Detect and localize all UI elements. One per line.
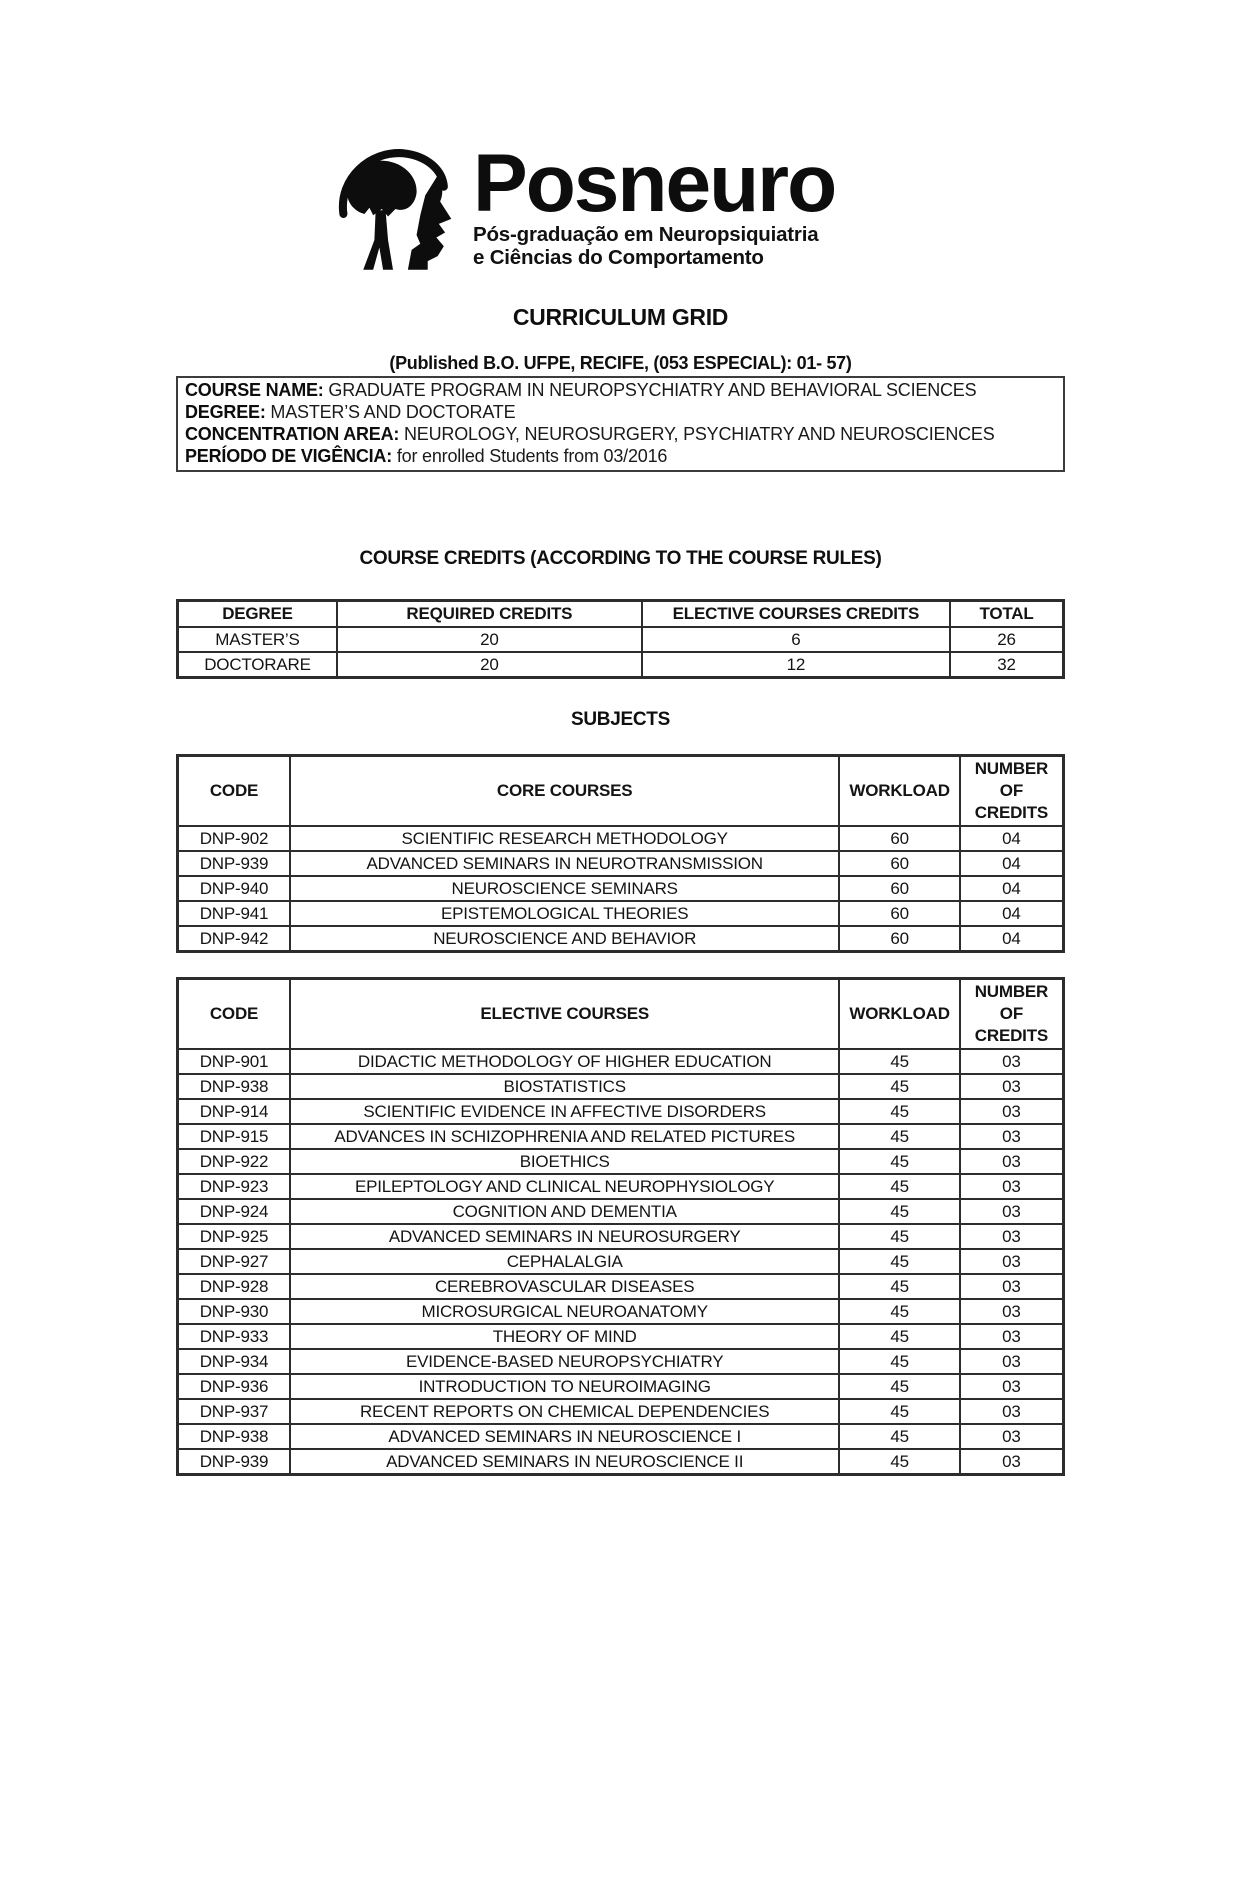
document-page [0, 138, 1241, 1899]
table-cell: 45 [839, 1274, 959, 1299]
table-cell: 60 [839, 851, 959, 876]
table-cell: 03 [960, 1374, 1064, 1399]
table-cell: CEPHALALGIA [290, 1249, 839, 1274]
table-cell: 03 [960, 1174, 1064, 1199]
table-cell: DNP-934 [178, 1349, 291, 1374]
table-cell: SCIENTIFIC RESEARCH METHODOLOGY [290, 826, 839, 851]
table-row [178, 926, 1064, 952]
info-value: GRADUATE PROGRAM IN NEUROPSYCHIATRY AND BEHAVIORAL SCIENCES [323, 380, 977, 400]
table-cell: DNP-922 [178, 1149, 291, 1174]
table-cell: 45 [839, 1099, 959, 1124]
table-row [178, 1349, 1064, 1374]
table-cell: MASTER’S [178, 627, 337, 652]
table-cell: MICROSURGICAL NEUROANATOMY [290, 1299, 839, 1324]
table-cell: 6 [642, 627, 950, 652]
table-cell: DNP-936 [178, 1374, 291, 1399]
table-row [178, 1374, 1064, 1399]
table-cell: 60 [839, 901, 959, 926]
table-cell: DIDACTIC METHODOLOGY OF HIGHER EDUCATION [290, 1049, 839, 1074]
column-header: REQUIRED CREDITS [337, 601, 642, 628]
table-row [178, 1174, 1064, 1199]
table-cell: DNP-925 [178, 1224, 291, 1249]
table-cell: 04 [960, 851, 1064, 876]
table-row [178, 1074, 1064, 1099]
brand-name: Posneuro [473, 138, 836, 229]
column-header: ELECTIVE COURSES CREDITS [642, 601, 950, 628]
table-cell: DNP-927 [178, 1249, 291, 1274]
column-header: NUMBER OF CREDITS [960, 756, 1064, 827]
table-cell: DNP-915 [178, 1124, 291, 1149]
table-cell: 03 [960, 1399, 1064, 1424]
table-cell: 03 [960, 1074, 1064, 1099]
course-info-box [176, 376, 1065, 472]
table-cell: 32 [950, 652, 1063, 678]
table-cell: ADVANCED SEMINARS IN NEUROSCIENCE I [290, 1424, 839, 1449]
subjects-heading: SUBJECTS [571, 709, 670, 730]
elective-header-row [178, 979, 1064, 1050]
table-cell: NEUROSCIENCE SEMINARS [290, 876, 839, 901]
logo-text [473, 138, 836, 269]
table-cell: EVIDENCE-BASED NEUROPSYCHIATRY [290, 1349, 839, 1374]
info-line-course-name [185, 379, 1056, 401]
table-cell: 03 [960, 1199, 1064, 1224]
table-cell: 03 [960, 1149, 1064, 1174]
table-cell: DNP-939 [178, 1449, 291, 1475]
table-cell: DNP-941 [178, 901, 291, 926]
table-cell: 45 [839, 1424, 959, 1449]
table-row [178, 1274, 1064, 1299]
info-label: COURSE NAME: [185, 380, 324, 400]
table-row [178, 1424, 1064, 1449]
table-cell: DNP-902 [178, 826, 291, 851]
table-cell: 04 [960, 876, 1064, 901]
table-row [178, 1249, 1064, 1274]
table-cell: 03 [960, 1299, 1064, 1324]
table-cell: 03 [960, 1249, 1064, 1274]
table-cell: 45 [839, 1374, 959, 1399]
table-row [178, 1124, 1064, 1149]
table-row [178, 851, 1064, 876]
table-cell: DNP-930 [178, 1299, 291, 1324]
table-cell: 04 [960, 901, 1064, 926]
table-cell: 03 [960, 1224, 1064, 1249]
table-cell: ADVANCES IN SCHIZOPHRENIA AND RELATED PICTURES [290, 1124, 839, 1149]
table-cell: 45 [839, 1324, 959, 1349]
table-row [178, 1399, 1064, 1424]
column-header: CORE COURSES [290, 756, 839, 827]
table-cell: RECENT REPORTS ON CHEMICAL DEPENDENCIES [290, 1399, 839, 1424]
posneuro-logo [331, 138, 1065, 276]
published-line: (Published B.O. UFPE, RECIFE, (053 ESPECIAL): 01- 57) [389, 353, 852, 373]
table-row [178, 1324, 1064, 1349]
table-cell: SCIENTIFIC EVIDENCE IN AFFECTIVE DISORDERS [290, 1099, 839, 1124]
core-header-row [178, 756, 1064, 827]
course-credits-heading: COURSE CREDITS (ACCORDING TO THE COURSE RULES) [359, 548, 882, 569]
table-row [178, 1224, 1064, 1249]
table-cell: 45 [839, 1449, 959, 1475]
info-label: PERÍODO DE VIGÊNCIA: [185, 446, 393, 466]
table-cell: ADVANCED SEMINARS IN NEUROSCIENCE II [290, 1449, 839, 1475]
table-cell: 03 [960, 1449, 1064, 1475]
table-cell: 20 [337, 627, 642, 652]
info-line-concentration-area [185, 423, 1056, 445]
table-cell: 12 [642, 652, 950, 678]
info-value: MASTER’S AND DOCTORATE [265, 402, 516, 422]
table-cell: 03 [960, 1324, 1064, 1349]
table-cell: 03 [960, 1274, 1064, 1299]
table-row [178, 1199, 1064, 1224]
column-header: NUMBER OF CREDITS [960, 979, 1064, 1050]
info-value: for enrolled Students from 03/2016 [392, 446, 668, 466]
table-row [178, 901, 1064, 926]
table-cell: 03 [960, 1424, 1064, 1449]
table-cell: DNP-928 [178, 1274, 291, 1299]
table-row [178, 1049, 1064, 1074]
table-row [178, 627, 1064, 652]
table-cell: 20 [337, 652, 642, 678]
table-cell: 45 [839, 1224, 959, 1249]
table-cell: 04 [960, 926, 1064, 952]
table-cell: BIOSTATISTICS [290, 1074, 839, 1099]
table-cell: 60 [839, 876, 959, 901]
table-cell: 60 [839, 926, 959, 952]
table-cell: 45 [839, 1149, 959, 1174]
info-label: CONCENTRATION AREA: [185, 424, 400, 444]
table-cell: 45 [839, 1124, 959, 1149]
column-header: WORKLOAD [839, 756, 959, 827]
table-cell: 45 [839, 1049, 959, 1074]
table-cell: 45 [839, 1349, 959, 1374]
table-cell: 03 [960, 1349, 1064, 1374]
table-cell: BIOETHICS [290, 1149, 839, 1174]
table-row [178, 826, 1064, 851]
table-row [178, 652, 1064, 678]
table-cell: 26 [950, 627, 1063, 652]
table-cell: DNP-923 [178, 1174, 291, 1199]
table-cell: DOCTORARE [178, 652, 337, 678]
table-cell: ADVANCED SEMINARS IN NEUROTRANSMISSION [290, 851, 839, 876]
table-cell: THEORY OF MIND [290, 1324, 839, 1349]
core-courses-table [176, 754, 1065, 953]
table-cell: 04 [960, 826, 1064, 851]
table-cell: DNP-933 [178, 1324, 291, 1349]
page-content [176, 138, 1065, 1476]
table-cell: 45 [839, 1199, 959, 1224]
info-value: NEUROLOGY, NEUROSURGERY, PSYCHIATRY AND NEUROSCIENCES [399, 424, 995, 444]
table-cell: ADVANCED SEMINARS IN NEUROSURGERY [290, 1224, 839, 1249]
logo-tagline-line1: Pós-graduação em Neuropsiquiatria [473, 222, 819, 246]
table-cell: DNP-939 [178, 851, 291, 876]
table-cell: EPISTEMOLOGICAL THEORIES [290, 901, 839, 926]
table-cell: DNP-914 [178, 1099, 291, 1124]
table-cell: DNP-937 [178, 1399, 291, 1424]
elective-courses-table [176, 977, 1065, 1476]
table-cell: DNP-924 [178, 1199, 291, 1224]
column-header: ELECTIVE COURSES [290, 979, 839, 1050]
table-cell: DNP-940 [178, 876, 291, 901]
table-row [178, 1149, 1064, 1174]
table-cell: NEUROSCIENCE AND BEHAVIOR [290, 926, 839, 952]
head-tree-brain-icon [331, 145, 455, 273]
table-cell: EPILEPTOLOGY AND CLINICAL NEUROPHYSIOLOGY [290, 1174, 839, 1199]
table-cell: CEREBROVASCULAR DISEASES [290, 1274, 839, 1299]
table-cell: DNP-942 [178, 926, 291, 952]
table-cell: 03 [960, 1124, 1064, 1149]
table-row [178, 876, 1064, 901]
column-header: CODE [178, 979, 291, 1050]
column-header: CODE [178, 756, 291, 827]
table-cell: 03 [960, 1049, 1064, 1074]
table-row [178, 1299, 1064, 1324]
column-header: WORKLOAD [839, 979, 959, 1050]
course-credits-table [176, 599, 1065, 679]
table-cell: DNP-901 [178, 1049, 291, 1074]
info-line-periodo-vigencia [185, 445, 1056, 467]
table-cell: DNP-938 [178, 1424, 291, 1449]
table-cell: 45 [839, 1249, 959, 1274]
table-cell: 45 [839, 1074, 959, 1099]
table-cell: INTRODUCTION TO NEUROIMAGING [290, 1374, 839, 1399]
table-cell: 60 [839, 826, 959, 851]
column-header: DEGREE [178, 601, 337, 628]
info-line-degree [185, 401, 1056, 423]
table-cell: 03 [960, 1099, 1064, 1124]
info-label: DEGREE: [185, 402, 266, 422]
table-cell: 45 [839, 1299, 959, 1324]
page-title: CURRICULUM GRID [512, 304, 729, 330]
table-cell: COGNITION AND DEMENTIA [290, 1199, 839, 1224]
table-cell: DNP-938 [178, 1074, 291, 1099]
table-cell: 45 [839, 1174, 959, 1199]
table-cell: 45 [839, 1399, 959, 1424]
credits-header-row [178, 601, 1064, 628]
column-header: TOTAL [950, 601, 1063, 628]
table-row [178, 1099, 1064, 1124]
table-row [178, 1449, 1064, 1475]
logo-tagline-line2: e Ciências do Comportamento [473, 245, 764, 269]
